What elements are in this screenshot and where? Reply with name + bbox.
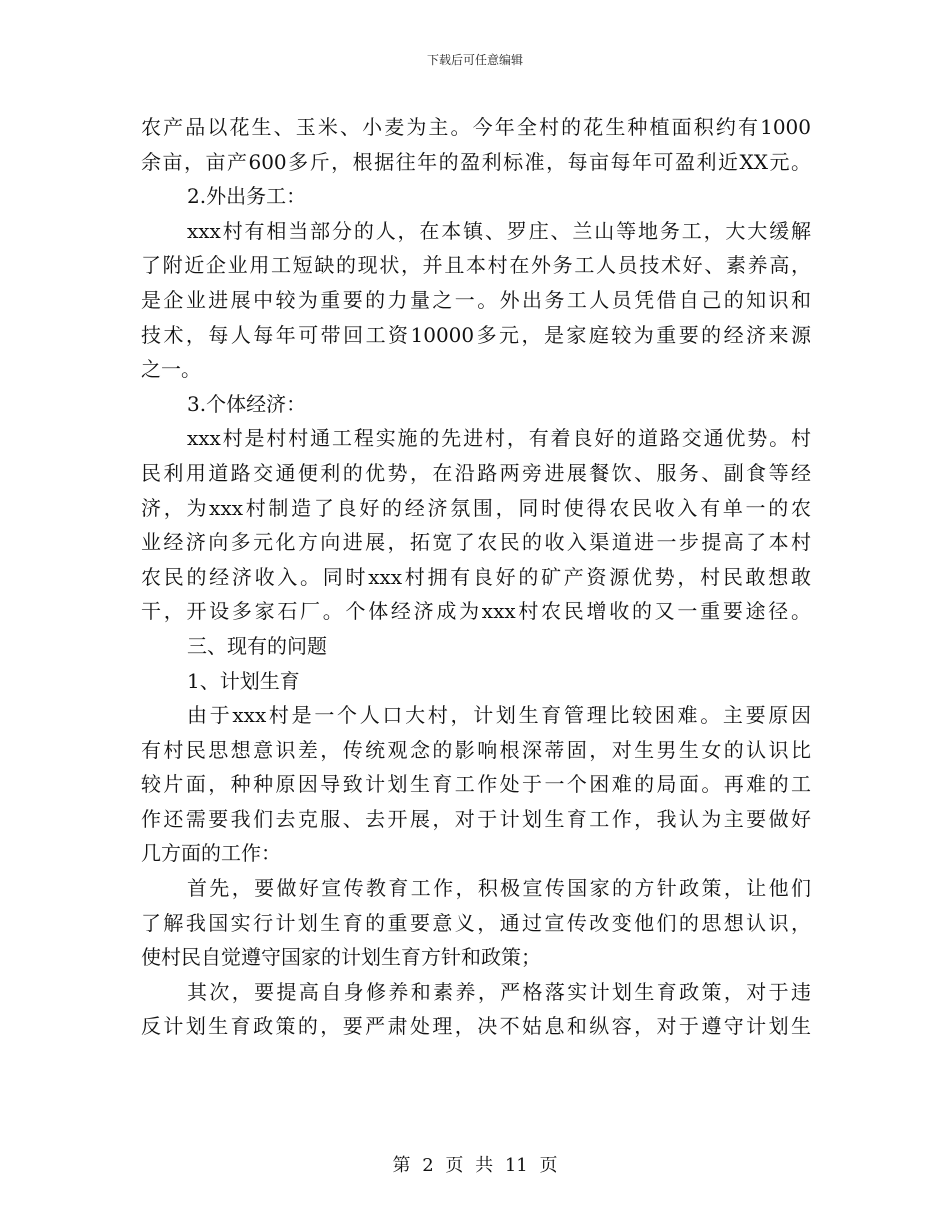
text-line: 2.外出务工： xyxy=(187,184,307,209)
text-line: 是企业进展中较为重要的力量之一。外出务工人员凭借自己的知识和 xyxy=(141,287,811,312)
text-line: 干，开设多家石厂。个体经济成为xxx村农民增收的又一重要途径。 xyxy=(141,599,811,624)
text-line: 由于xxx村是一个人口大村，计划生育管理比较困难。主要原因 xyxy=(187,703,811,728)
document-body xyxy=(141,110,811,1044)
text-line: 之一。 xyxy=(141,357,201,382)
page-header: 下载后可任意编辑 xyxy=(426,53,523,67)
text-line: 农产品以花生、玉米、小麦为主。今年全村的花生种植面积约有1000 xyxy=(141,115,811,139)
text-line: 三、现有的问题 xyxy=(187,633,327,658)
page-footer: 第 2 页 共 11 页 xyxy=(392,1155,558,1176)
text-line: 济，为xxx村制造了良好的经济氛围，同时使得农民收入有单一的农 xyxy=(141,495,811,520)
text-line: 几方面的工作： xyxy=(141,841,281,866)
text-line: 反计划生育政策的，要严肃处理，决不姑息和纵容，对于遵守计划生 xyxy=(141,1014,811,1039)
text-line: 使村民自觉遵守国家的计划生育方针和政策； xyxy=(141,945,541,970)
text-line: 了附近企业用工短缺的现状，并且本村在外务工人员技术好、素养高， xyxy=(141,253,811,278)
text-line: 民利用道路交通便利的优势，在沿路两旁进展餐饮、服务、副食等经 xyxy=(141,460,811,485)
text-line: 作还需要我们去克服、去开展，对于计划生育工作，我认为主要做好 xyxy=(141,806,811,831)
text-line: 技术，每人每年可带回工资10000多元，是家庭较为重要的经济来源 xyxy=(141,322,811,347)
text-line: 3.个体经济： xyxy=(187,391,307,416)
text-line: 其次，要提高自身修养和素养，严格落实计划生育政策，对于违 xyxy=(187,979,811,1004)
text-line: xxx村有相当部分的人，在本镇、罗庄、兰山等地务工，大大缓解 xyxy=(187,218,811,243)
text-line: xxx村是村村通工程实施的先进村，有着良好的道路交通优势。村 xyxy=(187,426,811,451)
text-line: 了解我国实行计划生育的重要意义，通过宣传改变他们的思想认识， xyxy=(141,910,811,935)
text-line: 余亩，亩产600多斤，根据往年的盈利标准，每亩每年可盈利近XX元。 xyxy=(141,149,811,174)
text-line: 农民的经济收入。同时xxx村拥有良好的矿产资源优势，村民敢想敢 xyxy=(141,564,811,589)
text-line: 业经济向多元化方向进展，拓宽了农民的收入渠道进一步提高了本村 xyxy=(141,530,811,555)
text-line: 1、计划生育 xyxy=(187,668,300,693)
text-line: 首先，要做好宣传教育工作，积极宣传国家的方针政策，让他们 xyxy=(187,876,811,901)
text-line: 较片面，种种原因导致计划生育工作处于一个困难的局面。再难的工 xyxy=(141,772,811,797)
text-line: 有村民思想意识差，传统观念的影响根深蒂固，对生男生女的认识比 xyxy=(141,737,811,762)
